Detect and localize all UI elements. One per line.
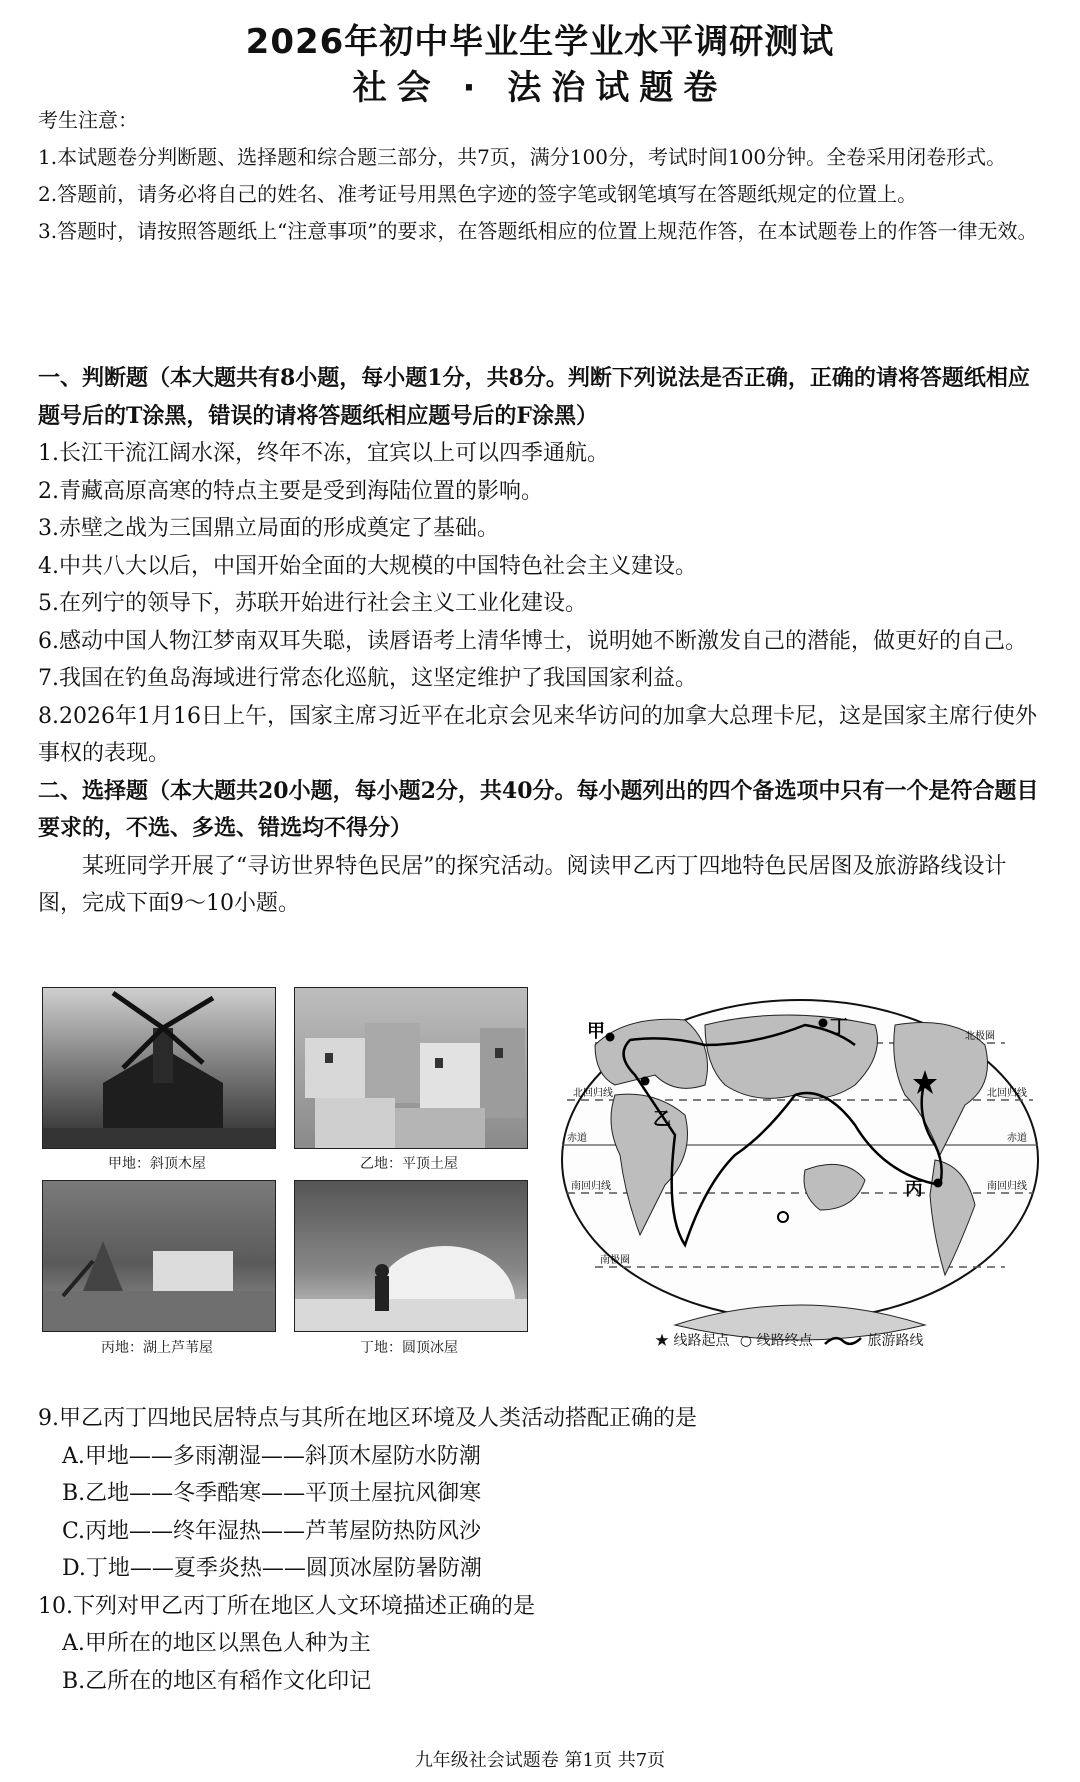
map-label-tropic-n-left: 北回归线 (573, 1088, 613, 1099)
photo-ding (294, 1180, 528, 1332)
question-item: 1.长江干流江阔水深，终年不冻，宜宾以上可以四季通航。 (38, 441, 609, 466)
route-map (555, 985, 1050, 1365)
caption-yi: 乙地：平顶土屋 (360, 1156, 458, 1172)
notice-item: 3.答题时，请按照答题纸上“注意事项”的要求，在答题纸相应的位置上规范作答，在本试题卷上的作答一律无效。 (38, 219, 1038, 243)
page-footer: 九年级社会试题卷 第1页 共7页 (414, 1750, 666, 1771)
reed-house-image (43, 1181, 275, 1331)
question-list (38, 1400, 1046, 1700)
question-item: 7.我国在钓鱼岛海域进行常态化巡航，这坚定维护了我国国家利益。 (38, 666, 697, 691)
question-option: D.丁地——夏季炎热——圆顶冰屋防暑防潮 (62, 1556, 482, 1581)
map-legend (655, 1330, 1050, 1350)
question-item: 5.在列宁的领导下，苏联开始进行社会主义工业化建设。 (38, 591, 587, 616)
igloo-image (295, 1181, 527, 1331)
photo-yi (294, 987, 528, 1149)
question-option: C.丙地——终年湿热——芦苇屋防热防风沙 (62, 1518, 482, 1544)
map-label-arctic: 北极圈 (965, 1031, 995, 1042)
map-label-tropic-s-left: 南回归线 (571, 1181, 611, 1192)
map-label-tropic-s-right: 南回归线 (987, 1181, 1027, 1192)
map-label-jia: 甲 (587, 1021, 605, 1042)
map-label-bing: 丙 (905, 1179, 923, 1200)
windmill-house-image (43, 988, 275, 1148)
figure-area (40, 985, 1050, 1365)
candidate-notice (38, 102, 1046, 250)
section-heading: 二、选择题（本大题共20小题，每小题2分，共40分。每小题列出的四个备选项中只有一个是符合题目要求的，不选、多选、错选均不得分） (38, 777, 1039, 841)
section-judgement (38, 360, 1046, 923)
notice-item: 1.本试题卷分判断题、选择题和综合题三部分，共7页，满分100分，考试时间100分钟。全卷采用闭卷形式。 (38, 145, 1007, 169)
legend-end: ○ 线路终点 (739, 1333, 813, 1349)
question-option: B.乙所在的地区有稻作文化印记 (62, 1668, 372, 1694)
question-item: 4.中共八大以后，中国开始全面的大规模的中国特色社会主义建设。 (38, 553, 697, 579)
map-label-equator-right: 赤道 (1007, 1133, 1027, 1144)
caption-bing: 丙地：湖上芦苇屋 (101, 1340, 213, 1356)
map-label-ding: 丁 (830, 1017, 848, 1038)
question-option: A.甲所在的地区以黑色人种为主 (62, 1631, 371, 1656)
notice-label: 考生注意： (38, 108, 138, 132)
caption-ding: 丁地：圆顶冰屋 (360, 1340, 458, 1356)
question-item: 6.感动中国人物江梦南双耳失聪，读唇语考上清华博士，说明她不断激发自己的潜能，做更好的自己。 (38, 628, 1027, 654)
legend-route: 旅游路线 (867, 1333, 924, 1349)
question-option: B.乙地——冬季酷寒——平顶土屋抗风御寒 (62, 1481, 482, 1506)
photo-jia (42, 987, 276, 1149)
exam-title: 2026年初中毕业生学业水平调研测试 (245, 22, 835, 62)
exam-subtitle: 社会 · 法治试题卷 (352, 68, 728, 108)
map-label-equator-left: 赤道 (567, 1133, 587, 1144)
legend-start: ★ 线路起点 (655, 1333, 730, 1349)
route-line-icon (823, 1334, 863, 1348)
caption-jia: 甲地：斜顶木屋 (108, 1156, 206, 1172)
section-intro: 某班同学开展了“寻访世界特色民居”的探究活动。阅读甲乙丙丁四地特色民居图及旅游路线设计图，完成下面9～10小题。 (38, 853, 1007, 916)
question-stem: 10.下列对甲乙丙丁所在地区人文环境描述正确的是 (38, 1593, 535, 1619)
photo-bing (42, 1180, 276, 1332)
route-end-circle (778, 1212, 788, 1222)
question-item: 2.青藏高原高寒的特点主要是受到海陆位置的影响。 (38, 478, 543, 504)
map-label-yi: 乙 (653, 1109, 671, 1130)
question-item: 8.2026年1月16日上午，国家主席习近平在北京会见来华访问的加拿大总理卡尼，这是国家主席行使外事权的表现。 (38, 703, 1037, 766)
world-map (555, 985, 1050, 1365)
flat-roof-houses-image (295, 988, 527, 1148)
section-heading: 一、判断题（本大题共有8小题，每小题1分，共8分。判断下列说法是否正确，正确的请将答题纸相应题号后的T涂黑，错误的请将答题纸相应题号后的F涂黑） (38, 365, 1030, 429)
notice-item: 2.答题前，请务必将自己的姓名、准考证号用黑色字迹的签字笔或钢笔填写在答题纸规定的位置上。 (38, 182, 918, 206)
question-option: A.甲地——多雨潮湿——斜顶木屋防水防潮 (62, 1443, 481, 1469)
question-item: 3.赤壁之战为三国鼎立局面的形成奠定了基础。 (38, 516, 499, 541)
map-label-antarctic: 南极圈 (600, 1255, 630, 1266)
question-stem: 9.甲乙丙丁四地民居特点与其所在地区环境及人类活动搭配正确的是 (38, 1406, 697, 1431)
map-label-tropic-n-right: 北回归线 (987, 1088, 1027, 1099)
